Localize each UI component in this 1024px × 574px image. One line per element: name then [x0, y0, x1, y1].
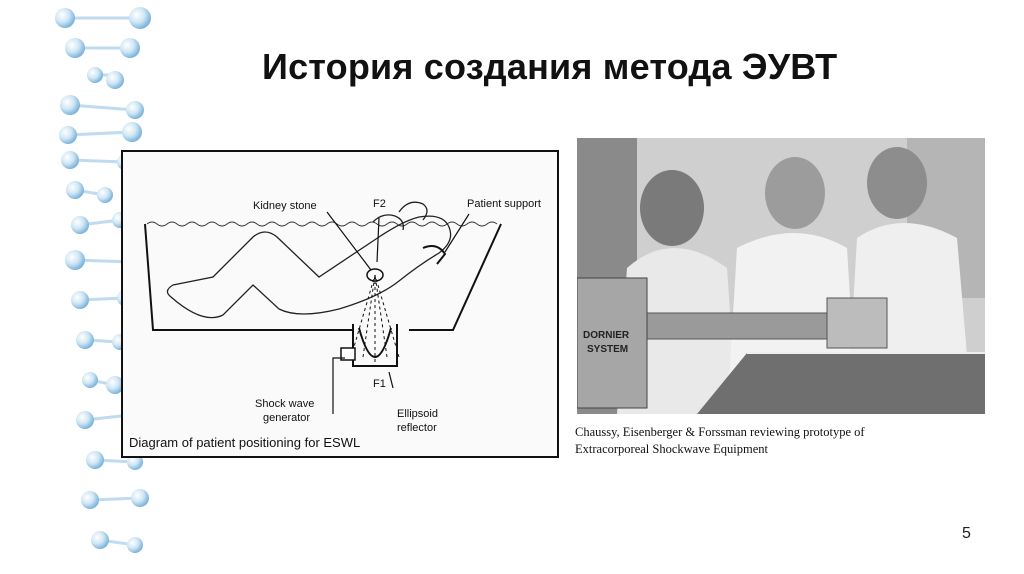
kidney-stone-label: Kidney stone — [253, 200, 317, 212]
historical-photo — [577, 138, 985, 414]
eswl-diagram — [121, 150, 559, 458]
equipment-text-2: SYSTEM — [587, 344, 629, 355]
page-number: 5 — [962, 525, 971, 542]
diagram-caption: Diagram of patient positioning for ESWL — [129, 435, 361, 450]
photo-caption-line2: Extracorporeal Shockwave Equipment — [575, 442, 768, 456]
slide-title: История создания метода ЭУВТ — [262, 46, 838, 87]
shock-wave-label-line2: generator — [263, 412, 311, 424]
ellipsoid-label-line2: reflector — [397, 422, 437, 434]
f1-label: F1 — [373, 378, 386, 390]
equipment-text-1: DORNIER — [583, 330, 630, 341]
f2-label: F2 — [373, 198, 386, 210]
patient-support-label: Patient support — [467, 198, 541, 210]
photo-caption — [575, 424, 995, 458]
shock-wave-label-line1: Shock wave — [255, 398, 315, 410]
photo-caption-line1: Chaussy, Eisenberger & Forssman reviewing prototype of — [575, 425, 865, 439]
photo-drawing — [577, 138, 985, 414]
ellipsoid-label-line1: Ellipsoid — [397, 408, 438, 420]
